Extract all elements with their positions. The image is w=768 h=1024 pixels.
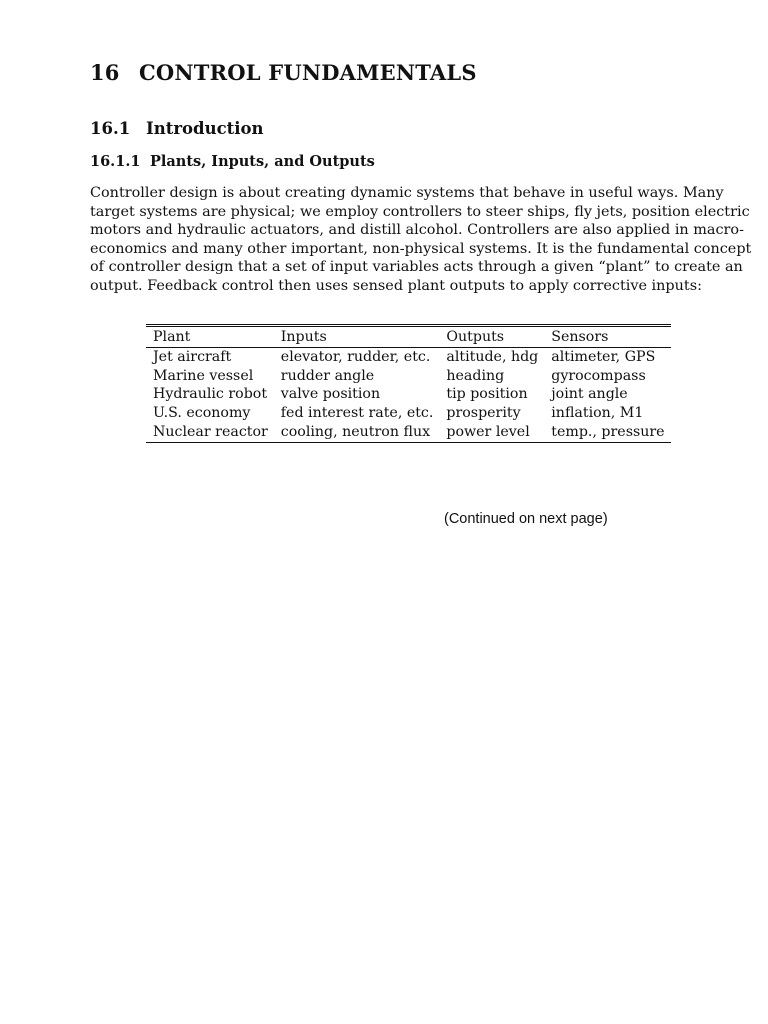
table-cell: heading (446, 367, 505, 384)
table-cell: Hydraulic robot (153, 386, 268, 403)
table-cell: valve position (280, 386, 381, 403)
paragraph-line: motors and hydraulic actuators, and distill alcohol. Controllers are also applied in macro- (90, 222, 744, 239)
table-cell: joint angle (551, 386, 628, 403)
table-header-plant: Plant (146, 326, 274, 348)
paragraph-line: of controller design that a set of input variables acts through a given “plant” to create an (90, 259, 743, 276)
paragraph-line: target systems are physical; we employ controllers to steer ships, fly jets, position electric (90, 203, 750, 220)
plants-table (146, 324, 671, 443)
table-row (146, 385, 671, 404)
table-cell: prosperity (446, 405, 521, 422)
subsection-number: 16.1.1 (90, 153, 141, 170)
table-cell: tip position (446, 386, 528, 403)
table-header-sensors: Sensors (544, 326, 670, 348)
table-header-outputs: Outputs (439, 326, 544, 348)
table-cell: U.S. economy (153, 405, 251, 422)
table-cell: gyrocompass (551, 367, 646, 384)
table-row (146, 367, 671, 386)
table-row (146, 347, 671, 366)
table-cell: temp., pressure (551, 423, 665, 440)
paragraph-line: Controller design is about creating dynamic systems that behave in useful ways. Many (90, 185, 724, 201)
table-cell: cooling, neutron flux (280, 423, 431, 440)
table-cell: power level (446, 423, 530, 440)
table-header-inputs: Inputs (274, 326, 440, 348)
table-cell: inflation, M1 (551, 405, 644, 422)
chapter-title: CONTROL FUNDAMENTALS (139, 60, 477, 85)
table-cell: elevator, rudder, etc. (280, 348, 431, 365)
table-row (146, 423, 671, 442)
intro-paragraph (90, 184, 752, 296)
section-number: 16.1 (90, 119, 131, 138)
section-heading (90, 119, 264, 138)
section-title: Introduction (146, 119, 264, 138)
chapter-number: 16 (90, 60, 120, 85)
table-cell: altitude, hdg (446, 348, 539, 365)
table-cell: Nuclear reactor (153, 423, 268, 440)
paragraph-line: output. Feedback control then uses sensed plant outputs to apply corrective inputs: (90, 277, 702, 294)
paragraph-line: economics and many other important, non-physical systems. It is the fundamental concept (90, 240, 752, 257)
chapter-heading (90, 60, 477, 85)
table-cell: Marine vessel (153, 367, 254, 384)
table-cell: Jet aircraft (153, 348, 232, 365)
subsection-title: Plants, Inputs, and Outputs (150, 153, 375, 170)
table-cell: rudder angle (280, 367, 375, 384)
table-cell: altimeter, GPS (551, 348, 656, 365)
table-header-row (146, 326, 671, 348)
table-cell: fed interest rate, etc. (280, 405, 434, 422)
continued-note: (Continued on next page) (444, 511, 608, 527)
table-row (146, 404, 671, 423)
subsection-heading (90, 153, 375, 170)
